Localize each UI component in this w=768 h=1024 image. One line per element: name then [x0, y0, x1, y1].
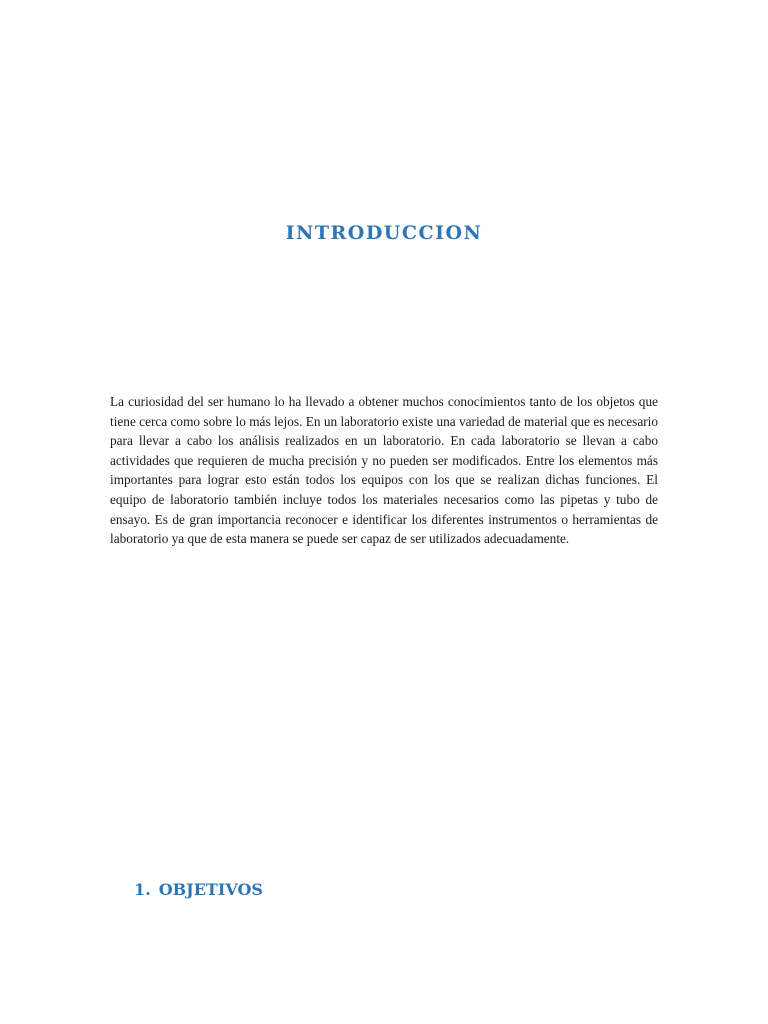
section-number: 1. — [134, 880, 151, 899]
section-title: OBJETIVOS — [158, 880, 263, 899]
section-heading-objetivos — [134, 880, 263, 899]
page-title: INTRODUCCION — [285, 222, 483, 244]
introduction-paragraph: La curiosidad del ser humano lo ha llevado a obtener muchos conocimientos tanto de los objetos que tiene cerca como sobre lo más lejos. En un laboratorio existe una variedad de material que es necesario para llevar a cabo los análisis realizados en un laboratorio. En cada laboratorio se llevan a cabo actividades que requieren de mucha precisión y no pueden ser modificados. Entre los elementos más importantes para lograr esto están todos los equipos con los que se realizan dichas funciones. El equipo de laboratorio también incluye todos los materiales necesarios como las pipetas y tubo de ensayo. Es de gran importancia reconocer e identificar los diferentes instrumentos o herramientas de laboratorio ya que de esta manera se puede ser capaz de ser utilizados adecuadamente. — [110, 394, 658, 547]
